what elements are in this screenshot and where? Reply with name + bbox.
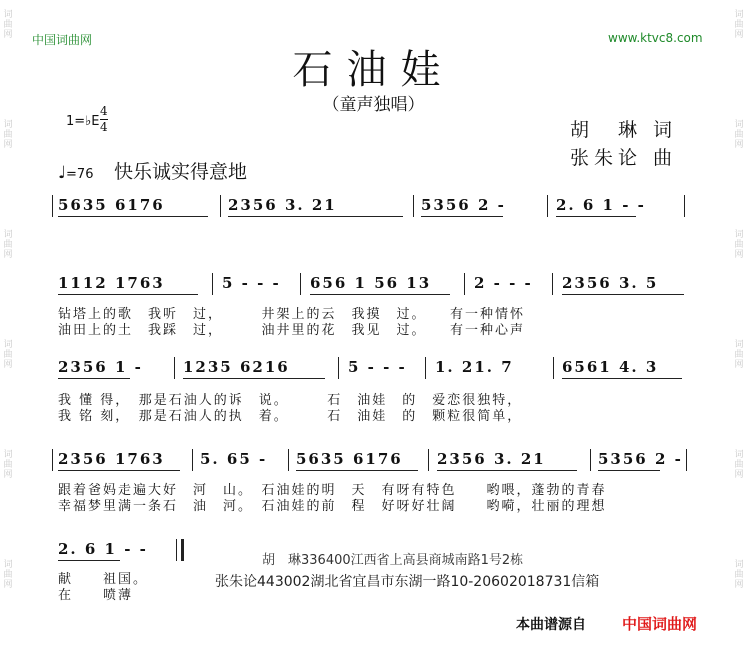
measure: 5. 65 - <box>200 450 268 468</box>
song-title: 石油娃 <box>292 47 455 93</box>
watermark-left: 词曲网 <box>3 450 13 480</box>
measure: 2356 3. 5 <box>562 274 659 292</box>
measure: 6561 4. 3 <box>562 358 659 376</box>
watermark-right: 词曲网 <box>734 560 744 590</box>
barline <box>220 195 221 217</box>
barline <box>425 357 426 379</box>
watermark-left: 词曲网 <box>3 120 13 150</box>
beam-underline <box>58 470 180 471</box>
measure: 1. 21. 7 <box>435 358 514 376</box>
beam-underline <box>58 216 208 217</box>
lyrics-verse-1: 我 懂 得， 那是石油人的诉 说。 石 油娃 的 爱恋很独特， <box>58 393 523 408</box>
watermark-left: 词曲网 <box>3 340 13 370</box>
beam-underline <box>58 560 120 561</box>
expression-marking: 快乐诚实得意地 <box>114 161 248 183</box>
lyrics-verse-1: 跟着爸妈走遍大好 河 山。 石油娃的明 天 有呀有特色 哟喂，蓬勃的青春 <box>58 483 607 498</box>
measure: 5356 2 - <box>421 196 506 214</box>
measure: 2356 1 - <box>58 358 143 376</box>
barline <box>553 357 554 379</box>
lyrics-verse-2: 在 喷薄 <box>58 588 134 603</box>
beam-underline <box>310 294 450 295</box>
barline <box>52 449 53 471</box>
site-url-right[interactable]: www.ktvc8.com <box>608 31 703 45</box>
time-signature-bottom: 4 <box>100 120 108 134</box>
composer-address: 张朱论443002湖北省宜昌市东湖一路10-20602018731信箱 <box>215 574 600 590</box>
measure: 2356 3. 21 <box>228 196 337 214</box>
beam-underline <box>562 378 682 379</box>
beam-underline <box>228 216 403 217</box>
barline <box>52 195 53 217</box>
beam-underline <box>437 470 577 471</box>
watermark-right: 词曲网 <box>734 450 744 480</box>
barline <box>684 195 685 217</box>
lyrics-verse-2: 幸福梦里满一条石 油 河。 石油娃的前 程 好呀好壮阔 哟嗬，壮丽的理想 <box>58 499 607 514</box>
barline <box>212 273 213 295</box>
beam-underline <box>598 470 660 471</box>
beam-underline <box>58 378 130 379</box>
watermark-left: 词曲网 <box>3 560 13 590</box>
barline <box>300 273 301 295</box>
barline <box>174 357 175 379</box>
lyrics-verse-1: 钻塔上的歌 我听 过， 井架上的云 我摸 过。 有一种情怀 <box>58 307 526 322</box>
tempo-value: =76 <box>66 167 94 182</box>
beam-underline <box>183 378 325 379</box>
tempo-marking <box>58 163 93 183</box>
source-site-link[interactable]: 中国词曲网 <box>622 615 698 633</box>
beam-underline <box>58 294 198 295</box>
time-signature-top: 4 <box>100 104 108 118</box>
time-signature <box>100 104 108 135</box>
barline <box>590 449 591 471</box>
measure: 656 1 56 13 <box>310 274 432 292</box>
watermark-left: 词曲网 <box>3 230 13 260</box>
measure: 5635 6176 <box>58 196 165 214</box>
watermark-left: 词曲网 <box>3 10 13 40</box>
barline <box>338 357 339 379</box>
beam-underline <box>556 216 636 217</box>
barline <box>464 273 465 295</box>
measure: 2. 6 1 - - <box>556 196 646 214</box>
measure: 5 - - - <box>348 358 407 376</box>
lyrics-verse-1: 献 祖国。 <box>58 572 149 587</box>
barline <box>686 449 687 471</box>
barline <box>288 449 289 471</box>
lyricist-address: 胡 琳336400江西省上高县商城南路1号2栋 <box>262 553 524 568</box>
final-barline <box>181 539 184 561</box>
composer-credit: 张朱论 曲 <box>570 147 678 169</box>
song-subtitle: （童声独唱） <box>322 95 425 115</box>
measure: 2356 3. 21 <box>437 450 546 468</box>
beam-underline <box>562 294 684 295</box>
measure: 2. 6 1 - - <box>58 540 148 558</box>
measure: 5 - - - <box>222 274 281 292</box>
barline <box>428 449 429 471</box>
quarter-note-icon: ♩ <box>58 163 67 183</box>
barline <box>176 539 177 561</box>
measure: 1235 6216 <box>183 358 290 376</box>
lyrics-verse-2: 油田上的土 我踩 过， 油井里的花 我见 过。 有一种心声 <box>58 323 526 338</box>
lyrics-verse-2: 我 铭 刻， 那是石油人的执 着。 石 油娃 的 颗粒很简单， <box>58 409 523 424</box>
watermark-right: 词曲网 <box>734 230 744 260</box>
watermark-right: 词曲网 <box>734 10 744 40</box>
source-label: 本曲谱源自 <box>516 617 586 633</box>
key-signature: 1=♭E <box>66 114 100 129</box>
beam-underline <box>421 216 503 217</box>
measure: 2 - - - <box>474 274 533 292</box>
measure: 5356 2 - <box>598 450 683 468</box>
measure: 1112 1763 <box>58 274 165 292</box>
measure: 5635 6176 <box>296 450 403 468</box>
beam-underline <box>296 470 418 471</box>
measure: 2356 1763 <box>58 450 165 468</box>
lyricist-credit: 胡 琳 词 <box>570 119 678 141</box>
barline <box>413 195 414 217</box>
barline <box>552 273 553 295</box>
watermark-right: 词曲网 <box>734 120 744 150</box>
site-name-left[interactable]: 中国词曲网 <box>32 33 93 47</box>
barline <box>547 195 548 217</box>
watermark-right: 词曲网 <box>734 340 744 370</box>
barline <box>192 449 193 471</box>
